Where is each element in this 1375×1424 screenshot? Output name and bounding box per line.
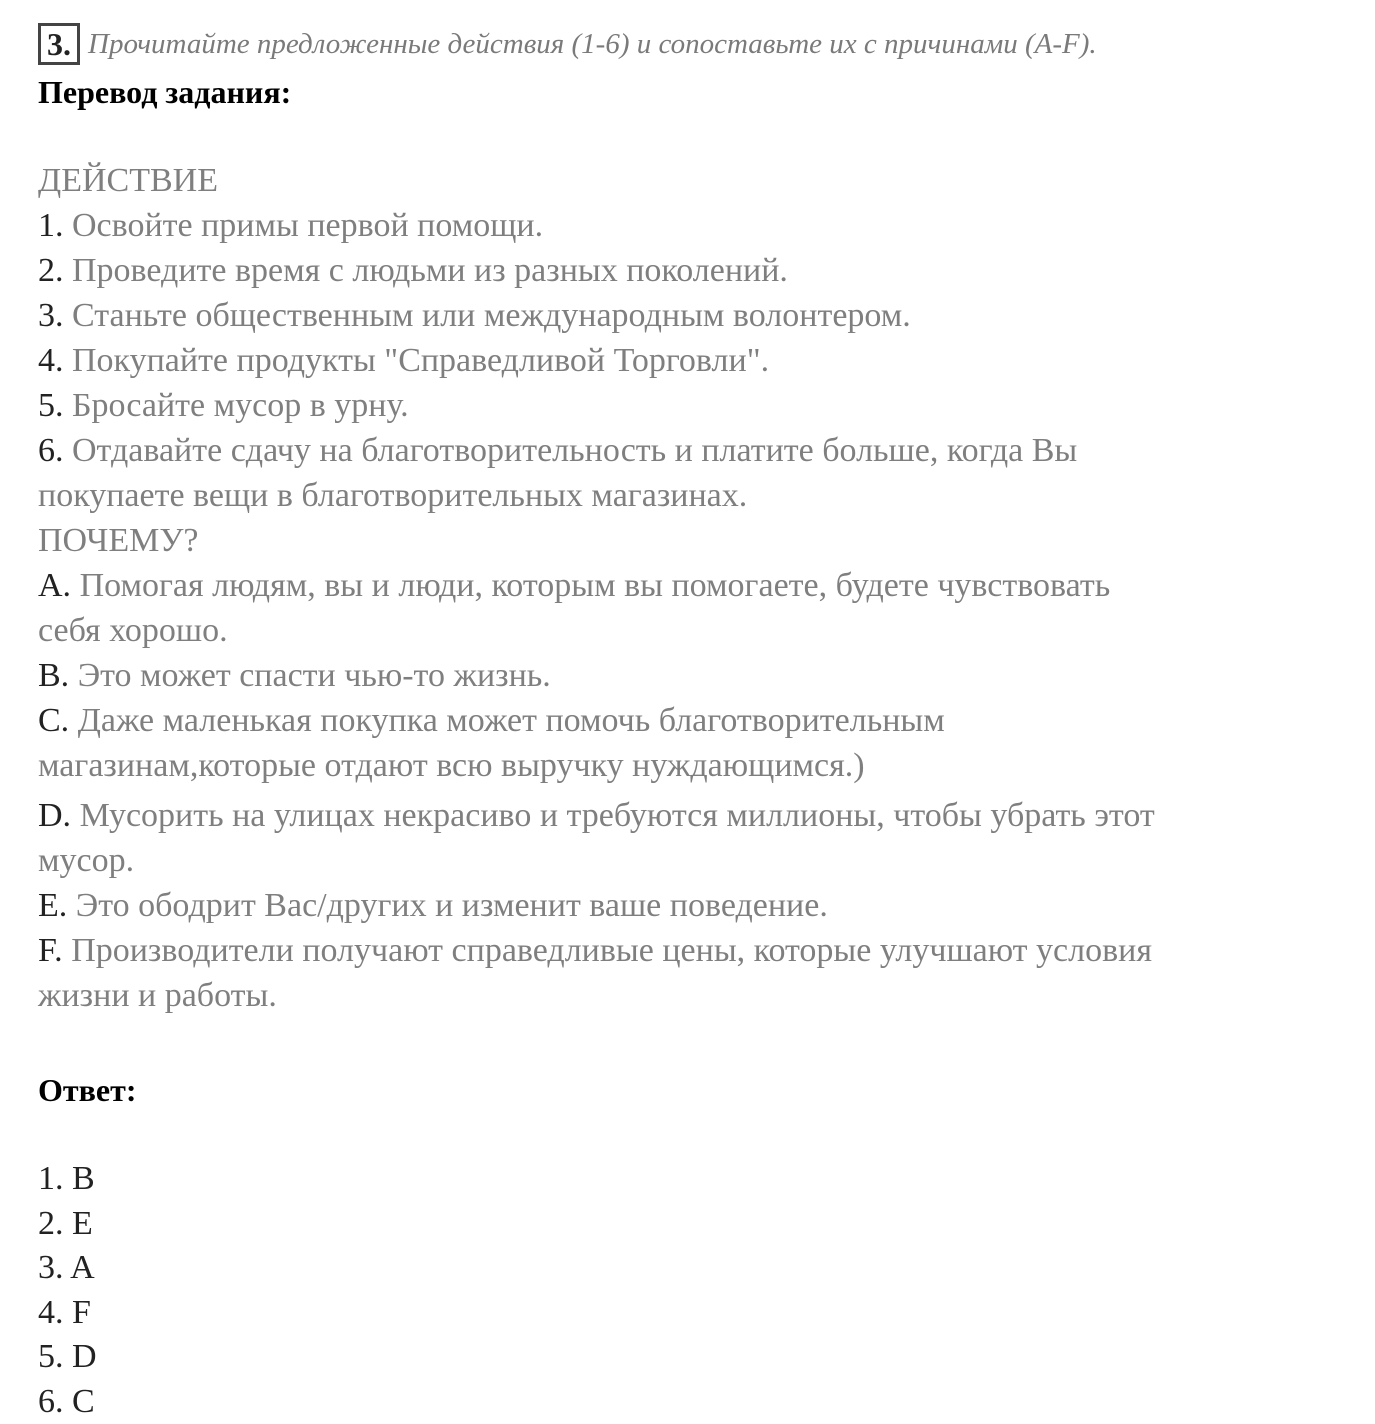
action-text-continuation: покупаете вещи в благотворительных магазинах. [38, 473, 1358, 518]
task-header [38, 18, 1358, 70]
answer-item: 4. F [38, 1291, 1358, 1336]
action-item [38, 428, 1358, 473]
task-instruction: Прочитайте предложенные действия (1-6) и сопоставьте их с причинами (A-F). [88, 28, 1097, 61]
action-number: 2. [38, 252, 64, 289]
reason-letter: F. [38, 932, 63, 969]
action-number: 3. [38, 297, 64, 334]
action-number: 6. [38, 432, 64, 469]
spacer [38, 1018, 1358, 1068]
reason-item [38, 928, 1358, 973]
reason-text: Помогая людям, вы и люди, которым вы помогаете, будете чувствовать [80, 567, 1111, 604]
reason-text: Это может спасти чью-то жизнь. [78, 657, 551, 694]
reason-text: Это ободрит Вас/других и изменит ваше поведение. [76, 887, 828, 924]
reason-text-continuation: магазинам,которые отдают всю выручку нуждающимся.) [38, 743, 1358, 788]
reason-text-continuation: мусор. [38, 838, 1358, 883]
reason-text: Даже маленькая покупка может помочь благотворительным [78, 702, 945, 739]
answer-item: 3. A [38, 1246, 1358, 1291]
reason-letter: D. [38, 797, 71, 834]
translation-title: Перевод задания: [38, 70, 1358, 114]
reason-text: Мусорить на улицах некрасиво и требуются миллионы, чтобы убрать этот [80, 797, 1155, 834]
action-number: 4. [38, 342, 64, 379]
action-text: Проведите время с людьми из разных поколений. [72, 252, 788, 289]
answer-item: 1. B [38, 1157, 1358, 1202]
action-item [38, 203, 1358, 248]
actions-section [38, 158, 1358, 518]
task-number: 3. [38, 23, 80, 65]
action-item [38, 338, 1358, 383]
reason-letter: B. [38, 657, 69, 694]
reason-letter: E. [38, 887, 67, 924]
answer-item: 5. D [38, 1335, 1358, 1380]
reason-item [38, 653, 1358, 698]
answer-list [38, 1157, 1358, 1424]
action-item [38, 293, 1358, 338]
reason-item [38, 883, 1358, 928]
reason-letter: C. [38, 702, 69, 739]
reason-item [38, 698, 1358, 743]
action-text: Станьте общественным или международным волонтером. [72, 297, 911, 334]
spacer [38, 1112, 1358, 1157]
answer-item: 6. C [38, 1380, 1358, 1424]
action-number: 1. [38, 207, 64, 244]
reason-item [38, 793, 1358, 838]
reason-text-continuation: себя хорошо. [38, 608, 1358, 653]
answer-item: 2. E [38, 1202, 1358, 1247]
actions-heading: ДЕЙСТВИЕ [38, 158, 1358, 203]
spacer [38, 114, 1358, 158]
action-item [38, 383, 1358, 428]
action-item [38, 248, 1358, 293]
document-page [38, 18, 1358, 1424]
reason-letter: A. [38, 567, 71, 604]
action-text: Покупайте продукты "Справедливой Торговли". [72, 342, 769, 379]
reason-text-continuation: жизни и работы. [38, 973, 1358, 1018]
reasons-heading: ПОЧЕМУ? [38, 518, 1358, 563]
action-text: Бросайте мусор в урну. [72, 387, 409, 424]
action-text: Освойте примы первой помощи. [72, 207, 543, 244]
reasons-section [38, 518, 1358, 1018]
action-number: 5. [38, 387, 64, 424]
answer-title: Ответ: [38, 1068, 1358, 1112]
reason-item [38, 563, 1358, 608]
reason-text: Производители получают справедливые цены, которые улучшают условия [71, 932, 1152, 969]
action-text: Отдавайте сдачу на благотворительность и платите больше, когда Вы [72, 432, 1077, 469]
